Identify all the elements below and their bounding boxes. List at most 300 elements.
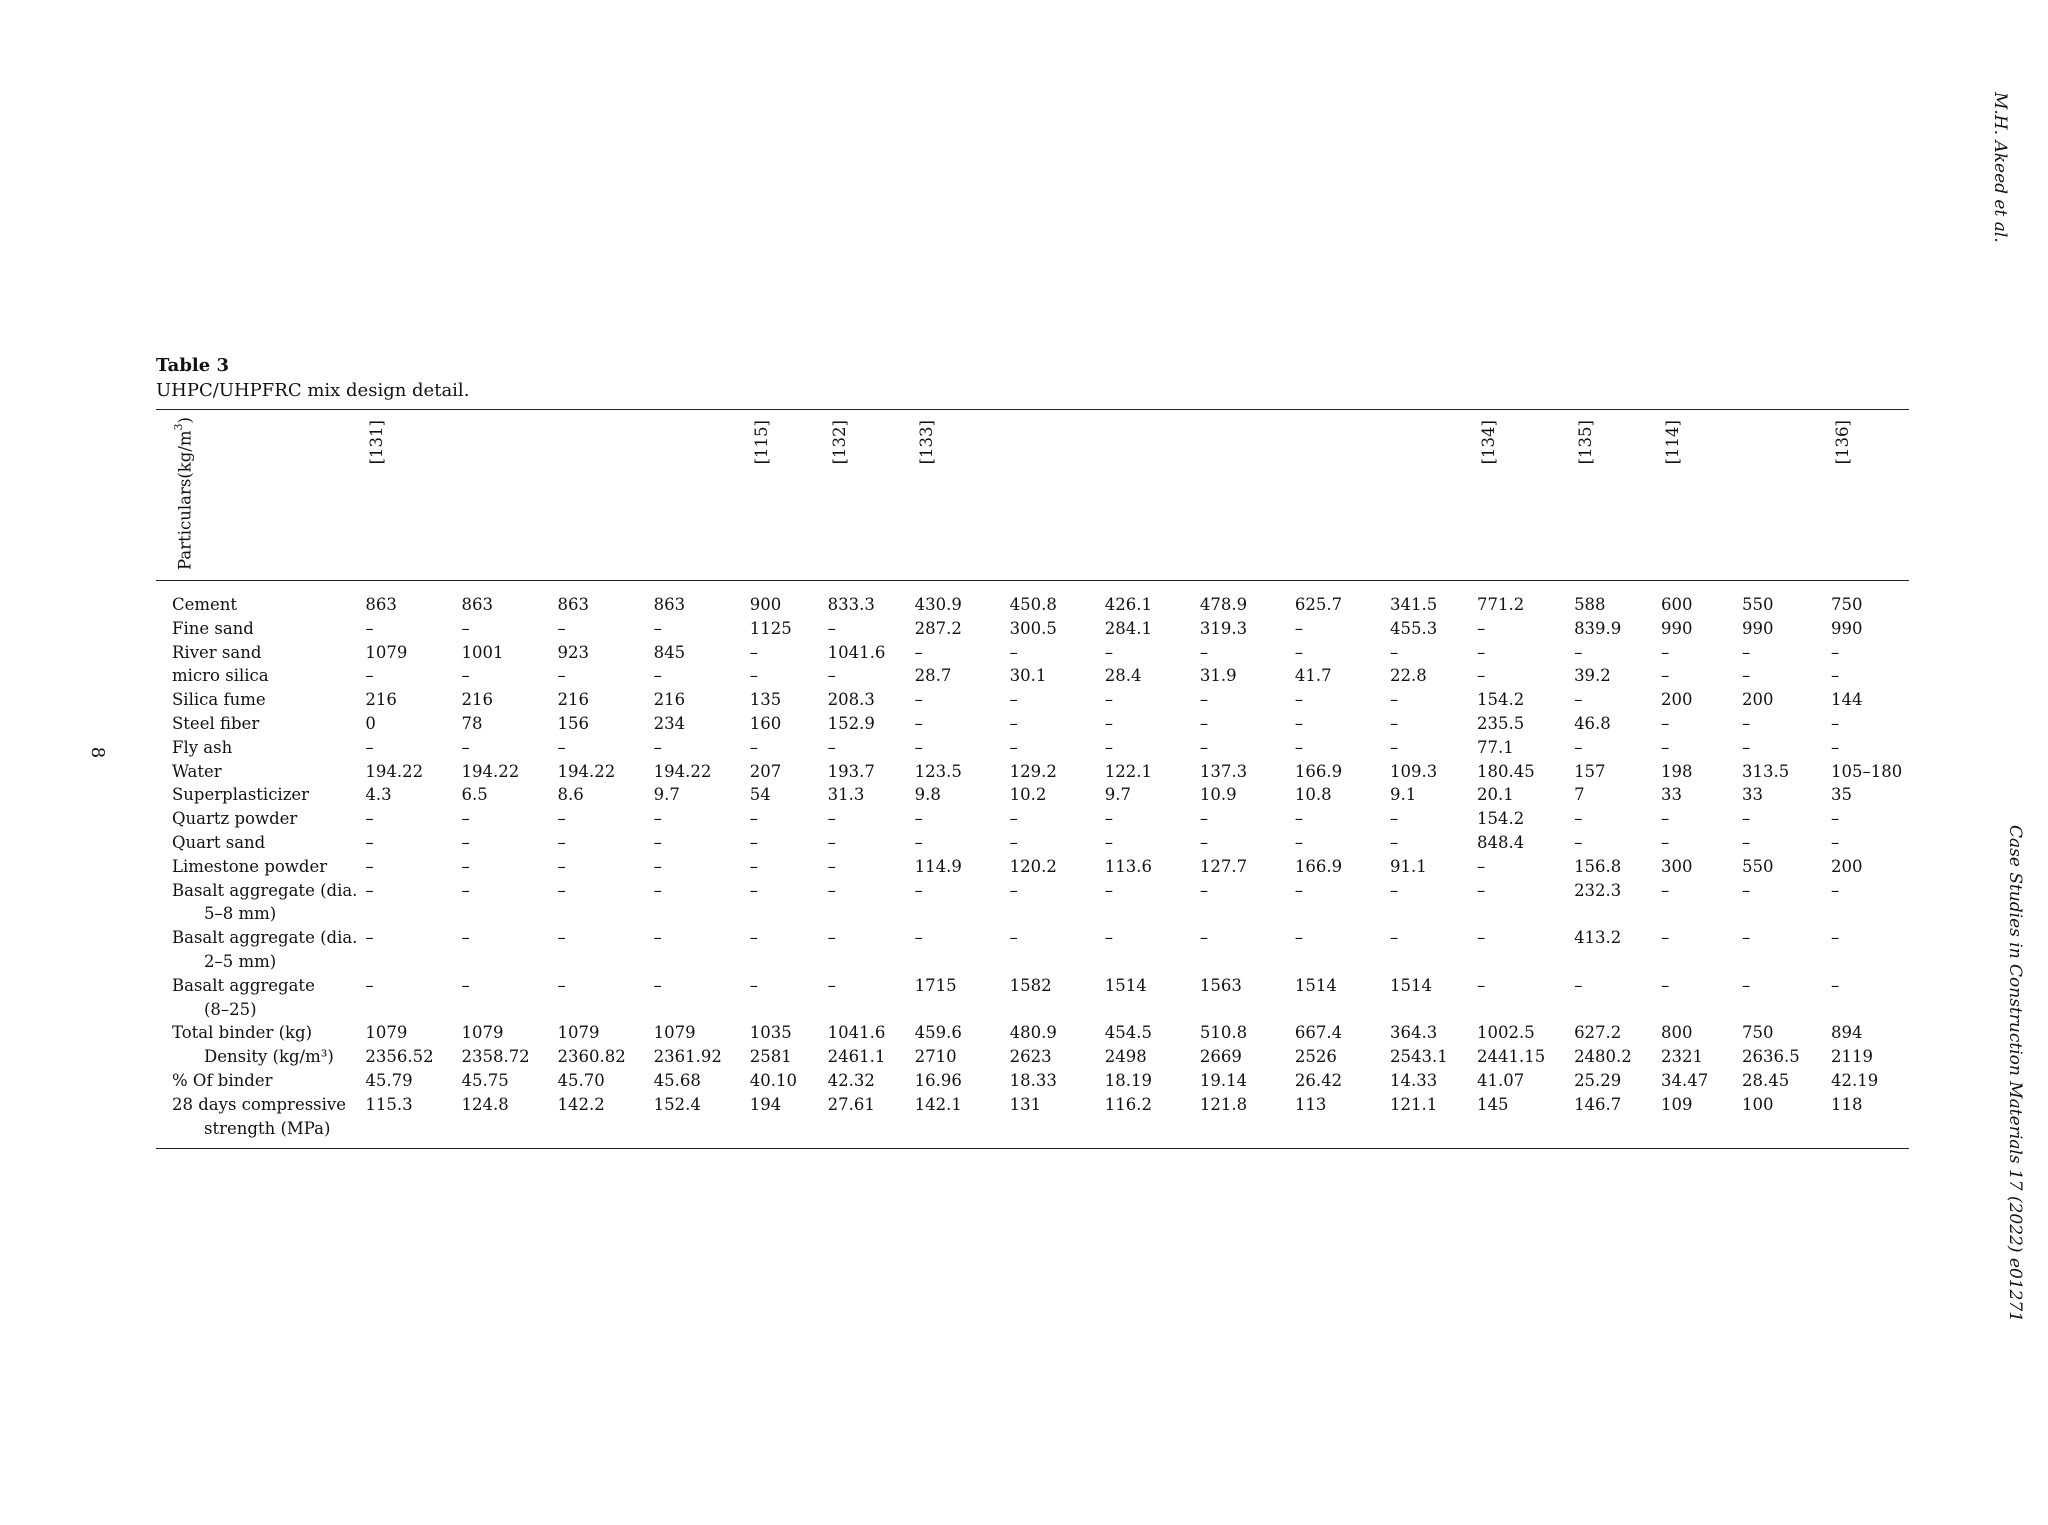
- header-particulars-text: Particulars(kg/m: [175, 430, 195, 570]
- table-cell: 750: [1741, 1023, 1774, 1043]
- table-cell: –: [1741, 832, 1751, 852]
- table-cell: 1514: [1389, 975, 1432, 995]
- table-row: [156, 879, 1909, 927]
- table-cell: 1041.6: [827, 1023, 886, 1043]
- table-cell: –: [749, 642, 758, 662]
- table-cell: 450.8: [1009, 595, 1057, 614]
- table-cell: 105–180: [1830, 761, 1903, 781]
- table-label: Table 3: [156, 355, 230, 376]
- table-cell: 31.9: [1199, 666, 1237, 686]
- table-cell: 28.45: [1741, 1070, 1790, 1090]
- table-cell: 2358.72: [461, 1047, 530, 1067]
- table-cell: –: [1741, 713, 1751, 733]
- table-caption: UHPC/UHPFRC mix design detail.: [156, 380, 470, 401]
- table-cell: 990: [1741, 618, 1774, 638]
- row-label: [156, 617, 363, 641]
- table-cell: –: [557, 618, 566, 638]
- table-cell: 313.5: [1741, 761, 1790, 781]
- row-label-text: Superplasticizer: [172, 785, 310, 805]
- table-cell: 10.9: [1199, 785, 1237, 805]
- table-cell: –: [1574, 975, 1583, 995]
- table-cell: –: [1830, 737, 1840, 757]
- header-ref-4: [748, 410, 826, 581]
- table-cell: –: [461, 809, 470, 829]
- table-cell: 109: [1659, 1093, 1740, 1149]
- table-cell: –: [653, 928, 662, 948]
- table-cell: 319.3: [1199, 618, 1248, 638]
- header-ref-10: [1293, 410, 1388, 581]
- table-cell: 2461.1: [827, 1047, 886, 1067]
- table-cell: 113: [1293, 1093, 1388, 1149]
- header-ref-7: [1008, 410, 1103, 581]
- header-ref-2: [556, 410, 652, 581]
- table-cell: 200: [1661, 690, 1693, 710]
- row-label-continuation: 2–5 mm): [204, 951, 277, 971]
- row-label-continuation: strength (MPa): [204, 1118, 331, 1138]
- table-cell: –: [653, 975, 662, 995]
- table-cell: –: [1389, 737, 1399, 757]
- table-cell: –: [827, 856, 836, 876]
- table-cell: 14.33: [1389, 1070, 1438, 1090]
- table-cell: 588: [1574, 595, 1606, 614]
- table-cell: –: [1294, 928, 1304, 948]
- row-label: [156, 1021, 363, 1045]
- table-cell: 166.9: [1294, 856, 1343, 876]
- header-particulars-sup: 3: [172, 423, 185, 431]
- table-cell: 157: [1574, 761, 1606, 781]
- table-cell: –: [1661, 975, 1670, 995]
- row-label-text: Quart sand: [172, 832, 266, 852]
- table-cell: –: [914, 690, 923, 710]
- table-cell: 22.8: [1389, 666, 1427, 686]
- table-cell: –: [749, 856, 758, 876]
- table-cell: 478.9: [1199, 595, 1248, 614]
- table-row: [156, 736, 1909, 760]
- table-cell: 113.6: [1104, 856, 1152, 876]
- table-cell: –: [1661, 713, 1670, 733]
- table-cell: 833.3: [827, 595, 875, 614]
- table-cell: 2480.2: [1574, 1047, 1632, 1067]
- table-cell: –: [1741, 975, 1751, 995]
- header-ref-6: [913, 410, 1008, 581]
- row-label-text: Silica fume: [172, 690, 266, 710]
- table-row: [156, 641, 1909, 665]
- table-cell: 216: [653, 690, 686, 710]
- table-cell: –: [1574, 737, 1583, 757]
- reference-citation[interactable]: [115]: [751, 420, 771, 465]
- table-cell: –: [1104, 832, 1113, 852]
- table-cell: 2441.15: [1476, 1047, 1546, 1067]
- table-cell: 129.2: [1009, 761, 1057, 781]
- journal-reference: Case Studies in Construction Materials 17 (2022) e01271: [2005, 825, 2025, 1323]
- row-label-text: Total binder (kg): [172, 1023, 313, 1043]
- table-cell: 480.9: [1009, 1023, 1057, 1043]
- table-cell: 2119: [1830, 1047, 1873, 1067]
- row-label-text: Limestone powder: [172, 856, 328, 876]
- row-label-text: Cement: [172, 595, 238, 614]
- table-cell: –: [365, 618, 374, 638]
- row-label: [156, 1069, 363, 1093]
- table-cell: 1715: [914, 975, 957, 995]
- table-cell: –: [1199, 642, 1209, 662]
- table-cell: –: [1294, 880, 1304, 900]
- table-cell: –: [827, 737, 836, 757]
- table-cell: 160: [749, 713, 782, 733]
- table-cell: –: [1830, 713, 1840, 733]
- table-cell: 120.2: [1009, 856, 1057, 876]
- table-cell: 2543.1: [1389, 1047, 1448, 1067]
- table-cell: 426.1: [1104, 595, 1152, 614]
- table-cell: –: [557, 832, 566, 852]
- table-cell: –: [1574, 690, 1583, 710]
- table-cell: –: [1389, 928, 1399, 948]
- table-cell: –: [1476, 880, 1486, 900]
- table-cell: 121.1: [1388, 1093, 1475, 1149]
- header-particulars-end: ): [175, 417, 195, 424]
- table-cell: 33: [1741, 785, 1763, 805]
- row-label: [156, 974, 363, 1022]
- table-cell: –: [1199, 809, 1209, 829]
- table-cell: 124.8: [459, 1093, 555, 1149]
- table-cell: 2526: [1294, 1047, 1337, 1067]
- reference-citation[interactable]: [131]: [367, 420, 387, 465]
- table-cell: –: [461, 975, 470, 995]
- row-label-text: Quartz powder: [172, 809, 298, 829]
- row-label: [156, 664, 363, 688]
- table-cell: –: [557, 975, 566, 995]
- table-cell: 156: [557, 713, 590, 733]
- table-cell: 207: [749, 761, 782, 781]
- row-label-continuation: 5–8 mm): [204, 904, 277, 924]
- table-cell: 33: [1661, 785, 1683, 805]
- table-cell: –: [1009, 642, 1018, 662]
- table-cell: 550: [1741, 856, 1774, 876]
- table-cell: –: [1830, 809, 1840, 829]
- reference-citation[interactable]: [135]: [1576, 420, 1596, 465]
- table-cell: –: [557, 856, 566, 876]
- table-cell: –: [1294, 832, 1304, 852]
- table-cell: –: [1741, 928, 1751, 948]
- table-cell: 863: [557, 595, 590, 614]
- table-cell: 200: [1830, 856, 1863, 876]
- table-cell: –: [365, 856, 374, 876]
- row-label: [156, 879, 363, 927]
- table-cell: 430.9: [914, 595, 962, 614]
- table-row: [156, 926, 1909, 974]
- table-cell: 2361.92: [653, 1047, 722, 1067]
- table-cell: 455.3: [1389, 618, 1438, 638]
- table-cell: –: [749, 666, 758, 686]
- table-cell: 625.7: [1294, 595, 1343, 614]
- table-row: [156, 712, 1909, 736]
- table-cell: 118: [1829, 1093, 1909, 1149]
- table-cell: 142.2: [556, 1093, 652, 1149]
- table-cell: 771.2: [1476, 595, 1525, 614]
- row-label-text: % Of binder: [172, 1070, 273, 1090]
- table-cell: 34.47: [1661, 1070, 1709, 1090]
- table-cell: –: [1294, 737, 1304, 757]
- table-cell: –: [653, 809, 662, 829]
- row-label: [156, 641, 363, 665]
- table-body: [156, 581, 1909, 1149]
- table-cell: –: [1009, 737, 1018, 757]
- table-cell: –: [1830, 975, 1840, 995]
- table-cell: –: [557, 809, 566, 829]
- table-cell: 20.1: [1476, 785, 1514, 805]
- row-label-text: Basalt aggregate (dia.: [172, 880, 358, 900]
- table-cell: 454.5: [1104, 1023, 1152, 1043]
- table-cell: 28.7: [914, 666, 952, 686]
- table-cell: 1079: [557, 1023, 600, 1043]
- page-number: 8: [87, 746, 109, 759]
- table-cell: –: [461, 737, 470, 757]
- table-cell: –: [1830, 832, 1840, 852]
- table-cell: –: [1661, 928, 1670, 948]
- table-cell: –: [557, 880, 566, 900]
- table-cell: 26.42: [1294, 1070, 1343, 1090]
- table-cell: –: [1661, 737, 1670, 757]
- table-cell: 142.1: [913, 1093, 1008, 1149]
- table-cell: 135: [749, 690, 782, 710]
- table-cell: 123.5: [914, 761, 962, 781]
- row-label: [156, 807, 363, 831]
- table-cell: –: [365, 666, 374, 686]
- table-cell: 1514: [1294, 975, 1337, 995]
- table-cell: –: [1104, 928, 1113, 948]
- reference-citation[interactable]: [132]: [829, 420, 849, 465]
- table-cell: –: [557, 666, 566, 686]
- header-ref-9: [1198, 410, 1293, 581]
- table-cell: –: [1009, 880, 1018, 900]
- table-cell: –: [557, 737, 566, 757]
- table-cell: –: [461, 618, 470, 638]
- reference-citation[interactable]: [136]: [1832, 420, 1852, 465]
- row-label-text: 28 days compressive: [172, 1094, 347, 1114]
- table-row: [156, 831, 1909, 855]
- table-cell: 2498: [1104, 1047, 1147, 1067]
- table-cell: 156.8: [1574, 856, 1622, 876]
- table-row: [156, 807, 1909, 831]
- row-label-text: Basalt aggregate (dia.: [172, 928, 358, 948]
- table-cell: 627.2: [1574, 1023, 1622, 1043]
- table-cell: 7: [1574, 785, 1585, 805]
- table-cell: –: [1574, 642, 1583, 662]
- table-cell: 800: [1661, 1023, 1693, 1043]
- table-cell: 42.19: [1830, 1070, 1879, 1090]
- table-cell: –: [914, 832, 923, 852]
- reference-citation[interactable]: [114]: [1663, 420, 1683, 465]
- table-cell: 77.1: [1476, 737, 1514, 757]
- table-cell: –: [1389, 642, 1399, 662]
- table-cell: –: [1199, 928, 1209, 948]
- table-cell: –: [1741, 642, 1751, 662]
- table-cell: 121.8: [1198, 1093, 1293, 1149]
- table-cell: –: [365, 809, 374, 829]
- table-cell: –: [653, 832, 662, 852]
- header-ref-13: [1572, 410, 1659, 581]
- table-cell: –: [1476, 856, 1486, 876]
- table-cell: 750: [1830, 595, 1863, 614]
- table-cell: –: [1294, 618, 1304, 638]
- table-row: [156, 1069, 1909, 1093]
- table-cell: 4.3: [365, 785, 392, 805]
- row-label-text: Basalt aggregate: [172, 975, 315, 995]
- table-cell: 194.22: [365, 761, 424, 781]
- table-cell: –: [1199, 690, 1209, 710]
- table-cell: –: [1830, 666, 1840, 686]
- table-cell: –: [1199, 880, 1209, 900]
- table-cell: 364.3: [1389, 1023, 1438, 1043]
- table-cell: –: [1104, 642, 1113, 662]
- table-cell: 152.4: [652, 1093, 748, 1149]
- table-cell: 8.6: [557, 785, 584, 805]
- table-cell: 194.22: [461, 761, 520, 781]
- table-cell: 600: [1661, 595, 1693, 614]
- table-row: [156, 581, 1909, 617]
- table-cell: 232.3: [1574, 880, 1622, 900]
- row-label-text: micro silica: [172, 666, 269, 686]
- table-row: [156, 760, 1909, 784]
- table-cell: 28.4: [1104, 666, 1142, 686]
- table-cell: 2636.5: [1741, 1047, 1800, 1067]
- table-cell: 300.5: [1009, 618, 1057, 638]
- table-cell: 9.7: [1104, 785, 1131, 805]
- table-cell: 137.3: [1199, 761, 1248, 781]
- reference-citation[interactable]: [133]: [916, 420, 936, 465]
- table-cell: –: [653, 666, 662, 686]
- table-cell: 863: [461, 595, 493, 614]
- table-cell: –: [827, 928, 836, 948]
- table-cell: –: [1009, 928, 1018, 948]
- row-label: [156, 688, 363, 712]
- header-ref-15: [1740, 410, 1829, 581]
- table-cell: 78: [461, 713, 483, 733]
- table-cell: 109.3: [1389, 761, 1438, 781]
- row-label: [156, 831, 363, 855]
- table-cell: –: [1741, 737, 1751, 757]
- table-cell: –: [1661, 880, 1670, 900]
- table-cell: 9.1: [1389, 785, 1417, 805]
- table-header-row: [156, 410, 1909, 581]
- table-cell: 234: [653, 713, 686, 733]
- table-cell: –: [1389, 809, 1399, 829]
- table-cell: –: [461, 666, 470, 686]
- table-cell: –: [749, 832, 758, 852]
- table-cell: –: [914, 737, 923, 757]
- table-cell: 2669: [1199, 1047, 1242, 1067]
- table-cell: 208.3: [827, 690, 875, 710]
- table-cell: 30.1: [1009, 666, 1047, 686]
- table-cell: 25.29: [1574, 1070, 1622, 1090]
- table-row: [156, 1045, 1909, 1069]
- table-cell: 6.5: [461, 785, 488, 805]
- table-cell: 200: [1741, 690, 1774, 710]
- table-cell: 863: [653, 595, 686, 614]
- table-cell: 9.8: [914, 785, 941, 805]
- table-cell: 284.1: [1104, 618, 1152, 638]
- header-particulars: [156, 410, 363, 581]
- table-cell: 1563: [1199, 975, 1242, 995]
- table-cell: 550: [1741, 595, 1774, 614]
- table-cell: –: [1574, 809, 1583, 829]
- table-cell: –: [1104, 809, 1113, 829]
- table-cell: –: [653, 856, 662, 876]
- table-cell: 193.7: [827, 761, 875, 781]
- table-row: [156, 783, 1909, 807]
- table-cell: 287.2: [914, 618, 962, 638]
- row-label: [156, 712, 363, 736]
- table-cell: 146.7: [1572, 1093, 1659, 1149]
- table-cell: –: [1574, 832, 1583, 852]
- table-cell: –: [1104, 690, 1113, 710]
- header-ref-16: [1829, 410, 1909, 581]
- table-cell: 166.9: [1294, 761, 1343, 781]
- table-cell: 1514: [1104, 975, 1147, 995]
- table-cell: 91.1: [1389, 856, 1427, 876]
- table-cell: 152.9: [827, 713, 875, 733]
- table-cell: –: [1389, 690, 1399, 710]
- table-cell: –: [1104, 880, 1113, 900]
- table-cell: –: [461, 856, 470, 876]
- header-ref-8: [1103, 410, 1198, 581]
- table-cell: 1079: [365, 1023, 408, 1043]
- running-head: M.H. Akeed et al.: [1990, 92, 2010, 243]
- table-cell: 39.2: [1574, 666, 1611, 686]
- table-row: [156, 855, 1909, 879]
- table-cell: 216: [365, 690, 397, 710]
- table-cell: 131: [1008, 1093, 1103, 1149]
- table-cell: –: [1389, 880, 1399, 900]
- table-cell: 18.33: [1009, 1070, 1057, 1090]
- table-cell: 27.61: [826, 1093, 913, 1149]
- table-cell: 180.45: [1476, 761, 1535, 781]
- table-cell: 45.70: [557, 1070, 605, 1090]
- header-ref-11: [1388, 410, 1475, 581]
- table-cell: 413.2: [1574, 928, 1622, 948]
- row-label-text: River sand: [172, 642, 262, 662]
- header-ref-0: [363, 410, 459, 581]
- row-label-text: Fine sand: [172, 618, 254, 638]
- row-label: [156, 581, 363, 617]
- table-row: [156, 664, 1909, 688]
- header-ref-1: [459, 410, 555, 581]
- table-cell: –: [365, 880, 374, 900]
- table-cell: 2623: [1009, 1047, 1052, 1067]
- header-ref-5: [826, 410, 913, 581]
- table-cell: 194.22: [653, 761, 712, 781]
- table-cell: 0: [365, 713, 376, 733]
- table-cell: 116.2: [1103, 1093, 1198, 1149]
- table-cell: –: [914, 880, 923, 900]
- table-cell: 54: [749, 785, 771, 805]
- table-cell: –: [914, 928, 923, 948]
- table-cell: 510.8: [1199, 1023, 1248, 1043]
- row-label: [156, 736, 363, 760]
- table-cell: –: [1476, 642, 1486, 662]
- table-cell: 845: [653, 642, 686, 662]
- table-cell: –: [1476, 666, 1486, 686]
- header-ref-3: [652, 410, 748, 581]
- table-cell: 154.2: [1476, 690, 1525, 710]
- table-cell: 45.79: [365, 1070, 413, 1090]
- table-cell: 145: [1475, 1093, 1572, 1149]
- table-cell: –: [1009, 713, 1018, 733]
- table-cell: 1079: [365, 642, 408, 662]
- reference-citation[interactable]: [134]: [1478, 420, 1498, 465]
- table-cell: 19.14: [1199, 1070, 1248, 1090]
- table-cell: 2581: [749, 1047, 792, 1067]
- table-cell: –: [1389, 713, 1399, 733]
